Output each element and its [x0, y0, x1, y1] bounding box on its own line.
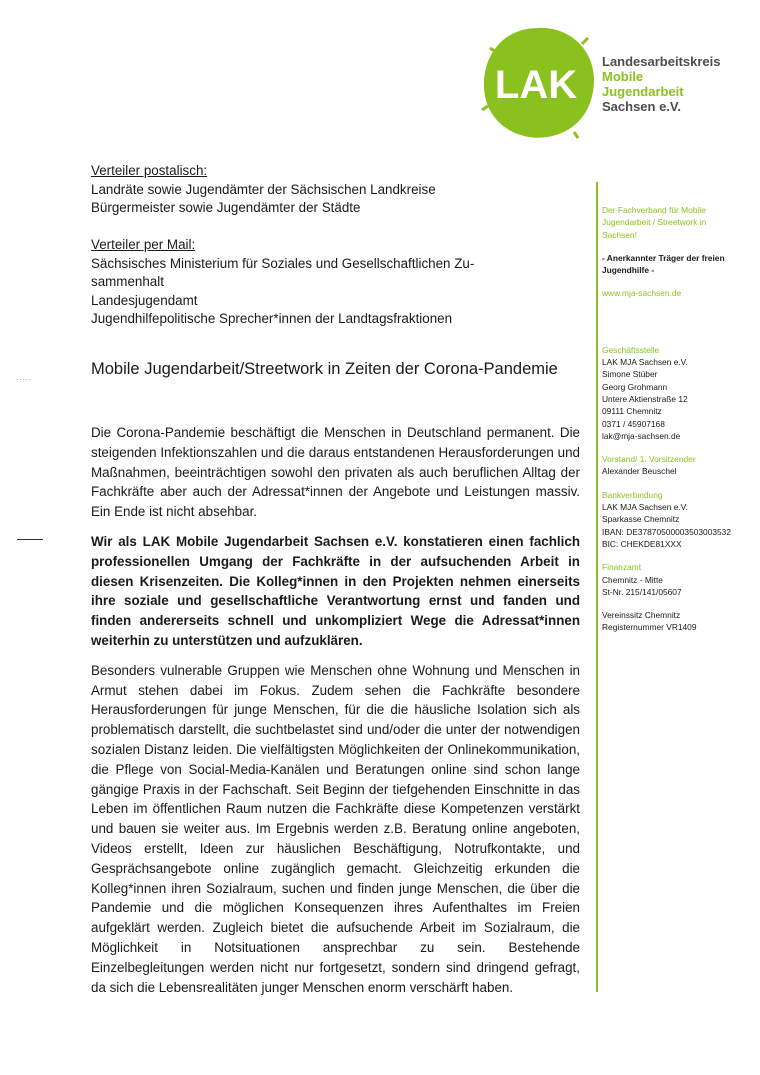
logo-line-1: Landesarbeitskreis [602, 54, 721, 69]
office-line: LAK MJA Sachsen e.V. [602, 357, 688, 368]
mail-recipient: Jugendhilfepolitische Sprecher*innen der Landtagsfraktionen [91, 311, 453, 326]
organization-logo [478, 22, 721, 142]
body-paragraph-statement: Wir als LAK Mobile Jugendarbeit Sachsen e.V. konstatieren einen fachlich professionellen Umgang der Fachkräfte in der aufsuchenden Arbeit in diesen Krisenzeiten. Die Kolleg*innen in den Projekten nehmen einerseits ihre soziale und gesellschaftliche Verantwortung ernst und fanden und finden andererseits schnell und unkompliziert Wege die Adressat*innen weiterhin zu unterstützen und aufzuklären. [91, 533, 580, 648]
logo-mark-text: LAK [494, 63, 578, 107]
postal-recipient: Bürgermeister sowie Jugendämter der Städte [91, 200, 361, 215]
bank-heading: Bankverbindung [602, 489, 663, 500]
logo-line-3: Sachsen e.V. [602, 99, 682, 114]
sidebar-status [602, 252, 757, 277]
mail-distribution-heading: Verteiler per Mail: [91, 237, 196, 252]
tax-heading: Finanzamt [602, 562, 642, 573]
website-link[interactable]: www.mja-sachsen.de [602, 288, 682, 299]
sidebar-intro-line: Sachsen! [602, 229, 637, 240]
lak-logo-mark [478, 22, 598, 142]
office-line: Georg Grohmann [602, 381, 668, 392]
document-title: Mobile Jugendarbeit/Streetwork in Zeiten der Corona-Pandemie [91, 360, 558, 378]
bank-block [602, 489, 757, 550]
logo-wordmark [602, 54, 721, 114]
office-email[interactable]: lak@mja-sachsen.de [602, 430, 681, 441]
bank-bic: BIC: CHEKDE81XXX [602, 538, 682, 549]
body-paragraph: Die Corona-Pandemie beschäftigt die Menschen in Deutschland permanent. Die steigenden Infektionszahlen und die daraus entstandenen Herausforderungen und Maßnahmen, beeinträchtigen sowohl den privaten als auch beruflichen Alltag der Fachkräfte aber auch der Adressat*innen der Angebote und Leistungen massiv. Ein Ende ist nicht absehbar. [91, 425, 580, 520]
registry-line: Registernummer VR1409 [602, 622, 697, 633]
sidebar-contact-info [602, 204, 757, 645]
office-line: Untere Aktienstraße 12 [602, 393, 688, 404]
bank-iban: IBAN: DE37870500003503003532 [602, 526, 731, 537]
registry-line: Vereinssitz Chemnitz [602, 610, 681, 621]
body-paragraph: Besonders vulnerable Gruppen wie Menschen ohne Wohnung und Menschen in Armut stehen dabei im Fokus. Zudem sehen die Fachkräfte besondere Herausforderungen für junge Menschen, für die die häusliche Isolation sich als problematisch darstellt, die suchtbelastet sind und/oder die unter der notwendigen sozialen Distanz leiden. Die vielfältigsten Möglichkeiten der Onlinekommunikation, die Pflege von Social-Media-Kanälen und Beratungen online sind schon lange gängige Praxis in der Fachschaft. Seit Beginn der tiefgehenden Einschnitte in das Leben im öffentlichen Raum nutzen die Fachkräfte diese Kompetenzen verstärkt und bauen sie weiter aus. Im Ergebnis werden z.B. Beratung online angeboten, Videos erstellt, Ideen zur häuslichen Beschäftigung, Notrufkontakte, und Gesprächsangebote online zugänglich gemacht. Gleichzeitig erkunden die Kolleg*innen ihren Sozialraum, suchen und finden junge Menschen, die über die Pandemie und die möglichen Konsequenzen ihres Aufenthaltes im Freien aufgeklärt werden. Zugleich bietet die aufsuchende Arbeit im Sozialraum, die Möglichkeit in Notsituationen ansprechbar zu sein. Bestehende Einzelbegleitungen werden nicht nur fortgesetzt, sondern sind dringend gefragt, da sich die Lebensrealitäten junger Menschen enorm verschärft haben. [91, 662, 580, 995]
bank-line: Sparkasse Chemnitz [602, 514, 680, 525]
registry-block [602, 609, 757, 634]
office-heading: Geschäftsstelle [602, 344, 660, 355]
fold-mark-dots: ..... [16, 373, 33, 382]
office-line: Simone Stüber [602, 369, 658, 380]
tax-line: St-Nr. 215/141/05607 [602, 586, 682, 597]
sidebar-status-line: Jugendhilfe - [602, 265, 655, 276]
mail-recipient: Landesjugendamt [91, 292, 198, 308]
office-phone: 0371 / 45907168 [602, 418, 665, 429]
sidebar-intro [602, 204, 757, 241]
distribution-list [91, 162, 561, 329]
bank-line: LAK MJA Sachsen e.V. [602, 502, 688, 513]
fold-mark-line [17, 539, 43, 540]
mail-recipient: sammenhalt [91, 274, 164, 289]
tax-block [602, 561, 757, 598]
office-line: 09111 Chemnitz [602, 406, 662, 417]
mail-recipient: Sächsisches Ministerium für Soziales und Gesellschaftlichen Zu- [91, 255, 475, 271]
board-block [602, 453, 757, 478]
office-block [602, 344, 757, 442]
sidebar-divider [596, 182, 598, 992]
letter-body [91, 423, 580, 1007]
tax-line: Chemnitz - Mitte [602, 574, 663, 585]
board-line: Alexander Beuschel [602, 466, 677, 477]
sidebar-intro-line: Jugendarbeit / Streetwork in [602, 217, 707, 228]
postal-recipient: Landräte sowie Jugendämter der Sächsischen Landkreise [91, 181, 436, 197]
sidebar-status-line: - Anerkannter Träger der freien [602, 252, 725, 263]
sidebar-intro-line: Der Fachverband für Mobile [602, 205, 706, 215]
postal-distribution-heading: Verteiler postalisch: [91, 163, 208, 178]
board-heading: Vorstand/ 1. Vorsitzender [602, 454, 696, 465]
logo-line-2: Mobile Jugendarbeit [602, 69, 684, 99]
